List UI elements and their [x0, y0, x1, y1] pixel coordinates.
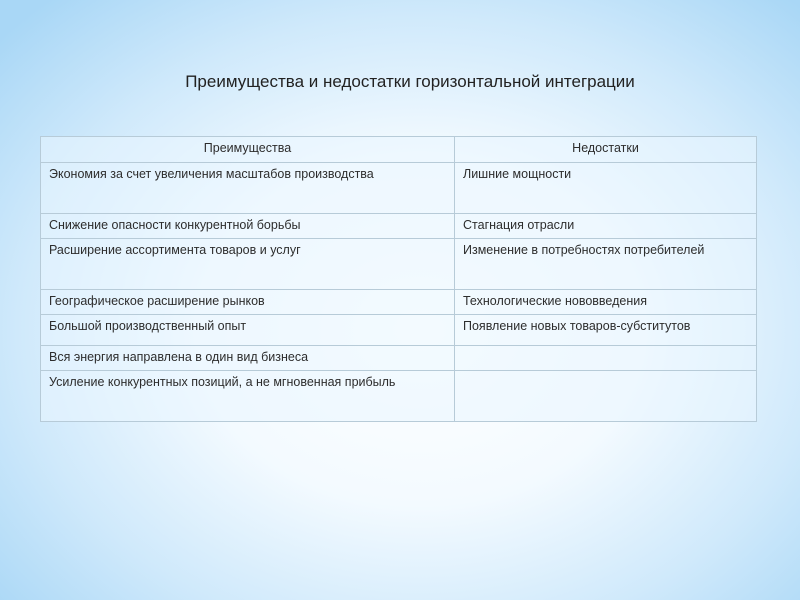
advantage-cell: Снижение опасности конкурентной борьбы	[41, 214, 455, 239]
advantage-cell: Экономия за счет увеличения масштабов производства	[41, 163, 455, 214]
comparison-table	[40, 136, 757, 422]
disadvantage-cell: Появление новых товаров-субститутов	[455, 315, 757, 346]
table-row	[41, 290, 757, 315]
advantage-cell: Расширение ассортимента товаров и услуг	[41, 239, 455, 290]
disadvantage-cell	[455, 346, 757, 371]
header-disadvantages: Недостатки	[455, 137, 757, 163]
disadvantage-cell: Технологические нововведения	[455, 290, 757, 315]
advantage-cell: Вся энергия направлена в один вид бизнеса	[41, 346, 455, 371]
table-row	[41, 371, 757, 422]
table-row	[41, 239, 757, 290]
header-advantages: Преимущества	[41, 137, 455, 163]
disadvantage-cell: Стагнация отрасли	[455, 214, 757, 239]
disadvantage-cell: Лишние мощности	[455, 163, 757, 214]
table-row	[41, 214, 757, 239]
advantage-cell: Большой производственный опыт	[41, 315, 455, 346]
table-row	[41, 315, 757, 346]
advantage-cell: Географическое расширение рынков	[41, 290, 455, 315]
table-row	[41, 346, 757, 371]
disadvantage-cell	[455, 371, 757, 422]
table-row	[41, 163, 757, 214]
slide-title: Преимущества и недостатки горизонтальной интеграции	[185, 72, 635, 91]
advantage-cell: Усиление конкурентных позиций, а не мгновенная прибыль	[41, 371, 455, 422]
disadvantage-cell: Изменение в потребностях потребителей	[455, 239, 757, 290]
table-header-row	[41, 137, 757, 163]
